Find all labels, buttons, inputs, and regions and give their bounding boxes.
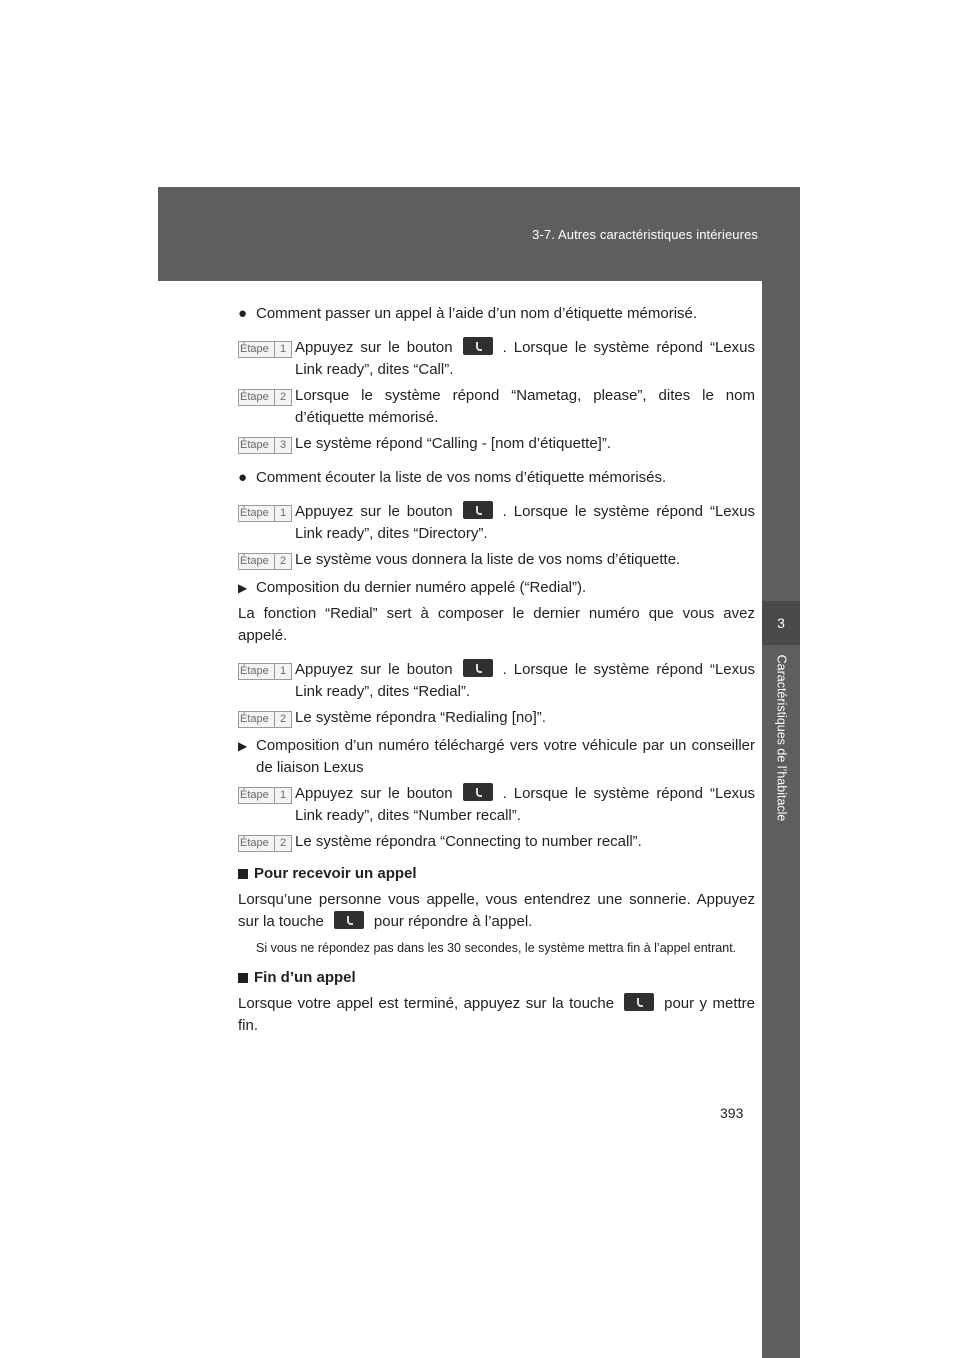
heading-end-call: Fin d’un appel xyxy=(238,967,755,989)
page-number: 393 xyxy=(720,1105,744,1121)
step-badge: Étape 1 xyxy=(238,663,292,680)
step-text: Le système répondra “Redialing [no]”. xyxy=(295,709,546,726)
arrow-icon: ▶ xyxy=(238,739,248,753)
square-bullet-icon xyxy=(238,869,248,879)
step-item xyxy=(238,549,755,571)
step-badge: Étape 1 xyxy=(238,787,292,804)
paragraph-redial: La fonction “Redial” sert à composer le dernier numéro que vous avez appelé. xyxy=(238,605,755,644)
step-badge: Étape 2 xyxy=(238,553,292,570)
step-badge: Étape 2 xyxy=(238,835,292,852)
bullet-icon: ● xyxy=(238,469,248,486)
step-text: Lorsque le système répond “Nametag, please”, dites le nom d’étiquette mémorisé. xyxy=(295,387,755,426)
step-badge: Étape 1 xyxy=(238,341,292,358)
arrow-heading-redial: ▶ Composition du dernier numéro appelé (“Redial”). xyxy=(238,577,755,599)
step-badge: Étape 2 xyxy=(238,711,292,728)
step-text: Appuyez sur le bouton . Lorsque le système répond “Lexus Link ready”, dites “Directory”. xyxy=(295,503,755,542)
arrow-icon: ▶ xyxy=(238,581,248,595)
paragraph-receive: Lorsqu’une personne vous appelle, vous entendrez une sonnerie. Appuyez sur la touche pour répondre à l’appel. xyxy=(238,891,755,930)
chapter-label: Caractéristiques de l’habitacle xyxy=(774,654,789,822)
step-text: Le système vous donnera la liste de vos noms d’étiquette. xyxy=(295,551,681,568)
bullet-icon: ● xyxy=(238,305,248,322)
chapter-side-tab xyxy=(762,281,800,1358)
step-text: Appuyez sur le bouton . Lorsque le système répond “Lexus Link ready”, dites “Call”. xyxy=(295,339,755,378)
chapter-number: 3 xyxy=(762,601,800,645)
step-text: Le système répond “Calling - [nom d’étiquette]”. xyxy=(295,435,611,452)
paragraph-end: Lorsque votre appel est terminé, appuyez sur la touche pour y mettre fin. xyxy=(238,995,755,1034)
phone-handset-icon xyxy=(334,911,364,929)
bullet-heading-nametag: ● Comment passer un appel à l’aide d’un nom d’étiquette mémorisé. xyxy=(238,303,755,325)
phone-handset-icon xyxy=(463,783,493,801)
section-title: 3-7. Autres caractéristiques intérieures xyxy=(532,227,758,242)
step-badge: Étape 1 xyxy=(238,505,292,522)
step-text: Le système répondra “Connecting to number recall”. xyxy=(295,833,642,850)
step-text: Appuyez sur le bouton . Lorsque le système répond “Lexus Link ready”, dites “Redial”. xyxy=(295,661,755,700)
step-item xyxy=(238,707,755,729)
step-item xyxy=(238,783,755,827)
page-content xyxy=(238,303,755,1049)
bullet-heading-directory: ● Comment écouter la liste de vos noms d’étiquette mémorisés. xyxy=(238,467,755,489)
phone-handset-icon xyxy=(624,993,654,1011)
phone-handset-icon xyxy=(463,659,493,677)
note-receive: Si vous ne répondez pas dans les 30 secondes, le système mettra fin à l’appel entrant. xyxy=(256,941,737,955)
heading-receive-call: Pour recevoir un appel xyxy=(238,863,755,885)
header-band xyxy=(158,187,800,281)
chapter-label-wrap xyxy=(762,633,800,843)
arrow-heading-recall: ▶ Composition d’un numéro téléchargé vers votre véhicule par un conseiller de liaison Lexus xyxy=(238,737,755,776)
phone-handset-icon xyxy=(463,337,493,355)
step-item xyxy=(238,385,755,429)
square-bullet-icon xyxy=(238,973,248,983)
phone-handset-icon xyxy=(463,501,493,519)
step-item xyxy=(238,433,755,455)
step-item xyxy=(238,659,755,703)
step-badge: Étape 3 xyxy=(238,437,292,454)
step-text: Appuyez sur le bouton . Lorsque le système répond “Lexus Link ready”, dites “Number recall”. xyxy=(295,785,755,824)
step-item xyxy=(238,501,755,545)
step-item xyxy=(238,337,755,381)
step-item xyxy=(238,831,755,853)
step-badge: Étape 2 xyxy=(238,389,292,406)
